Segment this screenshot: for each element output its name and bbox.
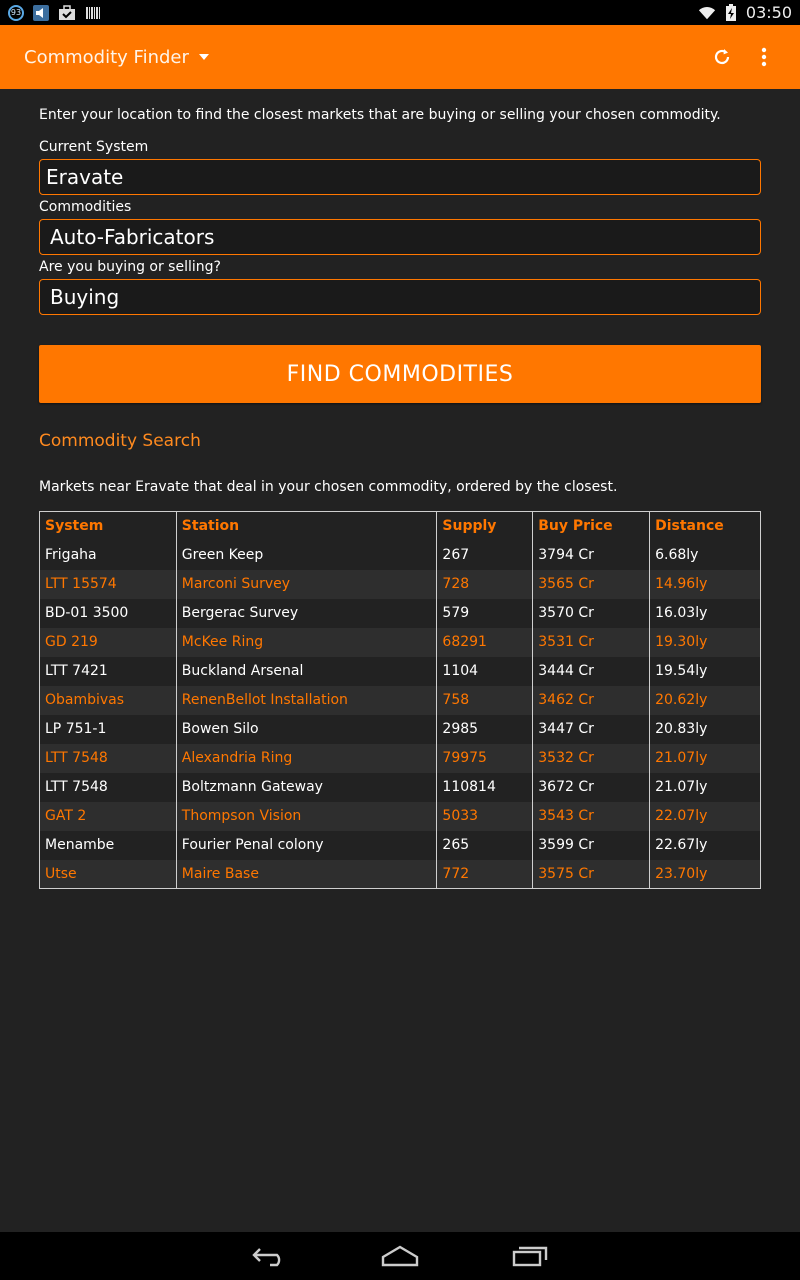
table-row[interactable] [40, 802, 761, 831]
cell-system: LTT 15574 [40, 570, 177, 599]
cell-station: Buckland Arsenal [176, 657, 437, 686]
cell-station: McKee Ring [176, 628, 437, 657]
intro-text: Enter your location to find the closest markets that are buying or selling your chosen commodity. [39, 107, 721, 123]
table-row[interactable] [40, 657, 761, 686]
cell-station: Green Keep [176, 541, 437, 570]
cell-distance: 6.68ly [650, 541, 761, 570]
cell-system: LP 751-1 [40, 715, 177, 744]
recent-apps-icon[interactable] [510, 1241, 550, 1271]
table-row[interactable] [40, 686, 761, 715]
briefcase-check-icon [58, 4, 76, 22]
cell-supply: 579 [437, 599, 533, 628]
cell-system: Obambivas [40, 686, 177, 715]
cell-supply: 5033 [437, 802, 533, 831]
cell-station: Bowen Silo [176, 715, 437, 744]
table-row[interactable] [40, 715, 761, 744]
table-row[interactable] [40, 541, 761, 570]
commodities-select[interactable]: Auto-Fabricators [39, 219, 761, 255]
cell-system: Utse [40, 860, 177, 889]
cell-buy-price: 3444 Cr [533, 657, 650, 686]
table-row[interactable] [40, 570, 761, 599]
cell-distance: 23.70ly [650, 860, 761, 889]
cell-supply: 265 [437, 831, 533, 860]
buy-sell-select[interactable]: Buying [39, 279, 761, 315]
cell-station: Bergerac Survey [176, 599, 437, 628]
cell-station: Boltzmann Gateway [176, 773, 437, 802]
cell-distance: 22.67ly [650, 831, 761, 860]
table-row[interactable] [40, 831, 761, 860]
cell-station: Alexandria Ring [176, 744, 437, 773]
refresh-icon[interactable] [710, 45, 734, 69]
cell-buy-price: 3462 Cr [533, 686, 650, 715]
status-time: 03:50 [745, 3, 792, 22]
cell-buy-price: 3447 Cr [533, 715, 650, 744]
app-title-dropdown[interactable] [24, 47, 209, 68]
cell-station: Maire Base [176, 860, 437, 889]
cell-system: BD-01 3500 [40, 599, 177, 628]
app-bar-actions [710, 45, 776, 69]
cell-system: GD 219 [40, 628, 177, 657]
app-bar [0, 25, 800, 89]
status-bar-system [698, 3, 792, 22]
column-header-distance: Distance [650, 512, 761, 541]
cell-distance: 21.07ly [650, 744, 761, 773]
cell-system: LTT 7548 [40, 773, 177, 802]
current-system-label: Current System [39, 139, 149, 155]
cell-supply: 758 [437, 686, 533, 715]
cell-distance: 22.07ly [650, 802, 761, 831]
cell-system: Menambe [40, 831, 177, 860]
cell-distance: 20.83ly [650, 715, 761, 744]
main-content [39, 89, 761, 889]
cell-supply: 79975 [437, 744, 533, 773]
cell-supply: 2985 [437, 715, 533, 744]
cell-system: GAT 2 [40, 802, 177, 831]
cell-buy-price: 3565 Cr [533, 570, 650, 599]
cell-distance: 16.03ly [650, 599, 761, 628]
cell-supply: 267 [437, 541, 533, 570]
dropdown-caret-icon [199, 54, 209, 60]
cell-buy-price: 3599 Cr [533, 831, 650, 860]
table-header-row [40, 512, 761, 541]
cell-buy-price: 3672 Cr [533, 773, 650, 802]
app-title: Commodity Finder [24, 46, 189, 68]
cell-system: LTT 7421 [40, 657, 177, 686]
overflow-menu-icon[interactable] [752, 45, 776, 69]
table-row[interactable] [40, 860, 761, 889]
column-header-buy-price: Buy Price [533, 512, 650, 541]
cell-buy-price: 3531 Cr [533, 628, 650, 657]
results-table [39, 511, 761, 889]
cell-distance: 14.96ly [650, 570, 761, 599]
table-row[interactable] [40, 744, 761, 773]
find-commodities-button[interactable]: FIND COMMODITIES [39, 345, 761, 403]
status-bar-notifications [8, 4, 102, 22]
cell-distance: 21.07ly [650, 773, 761, 802]
barcode-icon [84, 4, 102, 22]
cell-supply: 772 [437, 860, 533, 889]
cell-buy-price: 3532 Cr [533, 744, 650, 773]
cell-buy-price: 3794 Cr [533, 541, 650, 570]
cell-system: Frigaha [40, 541, 177, 570]
wifi-icon [698, 4, 716, 22]
cell-system: LTT 7548 [40, 744, 177, 773]
column-header-supply: Supply [437, 512, 533, 541]
cell-buy-price: 3575 Cr [533, 860, 650, 889]
cell-buy-price: 3543 Cr [533, 802, 650, 831]
cell-station: Thompson Vision [176, 802, 437, 831]
battery-charging-icon [722, 4, 740, 22]
cell-distance: 19.54ly [650, 657, 761, 686]
cell-supply: 728 [437, 570, 533, 599]
cell-supply: 110814 [437, 773, 533, 802]
home-icon[interactable] [380, 1241, 420, 1271]
column-header-station: Station [176, 512, 437, 541]
cell-buy-price: 3570 Cr [533, 599, 650, 628]
results-description: Markets near Eravate that deal in your chosen commodity, ordered by the closest. [39, 479, 618, 495]
cell-station: RenenBellot Installation [176, 686, 437, 715]
column-header-system: System [40, 512, 177, 541]
notification-93-icon: 93 [8, 5, 24, 21]
current-system-input[interactable]: Eravate [39, 159, 761, 195]
system-nav-bar [0, 1232, 800, 1280]
buy-sell-label: Are you buying or selling? [39, 259, 221, 275]
app-speaker-icon [32, 4, 50, 22]
cell-distance: 20.62ly [650, 686, 761, 715]
table-row[interactable] [40, 628, 761, 657]
cell-station: Marconi Survey [176, 570, 437, 599]
commodities-label: Commodities [39, 199, 132, 215]
cell-station: Fourier Penal colony [176, 831, 437, 860]
cell-supply: 1104 [437, 657, 533, 686]
cell-distance: 19.30ly [650, 628, 761, 657]
status-bar [0, 0, 800, 25]
commodity-search-heading: Commodity Search [39, 431, 201, 451]
table-row[interactable] [40, 599, 761, 628]
table-row[interactable] [40, 773, 761, 802]
back-icon[interactable] [250, 1241, 290, 1271]
cell-supply: 68291 [437, 628, 533, 657]
